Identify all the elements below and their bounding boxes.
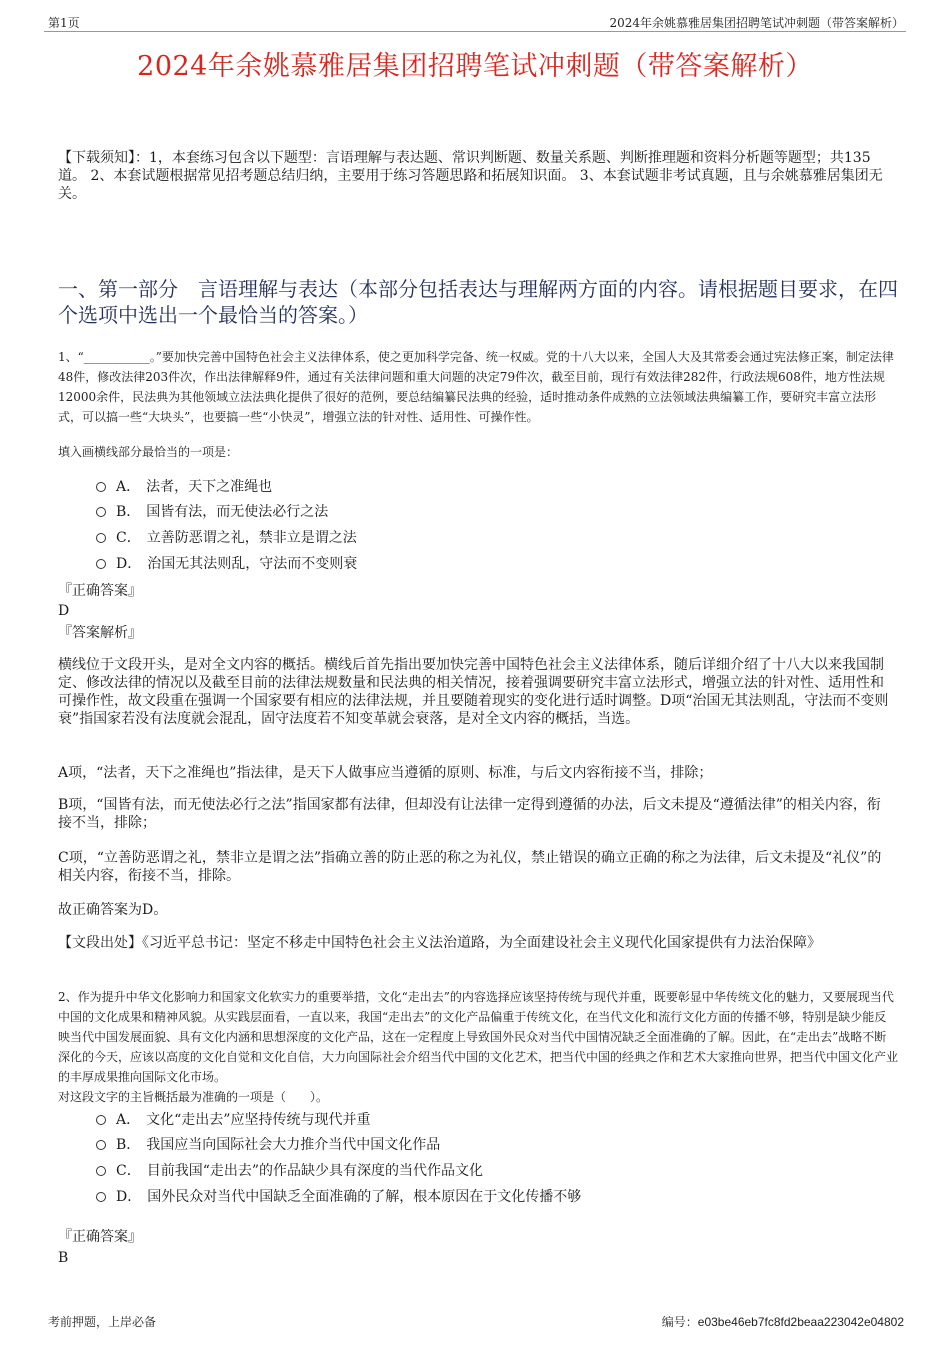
radio-icon[interactable] [96, 559, 106, 569]
q1-analysis-main: 横线位于文段开头，是对全文内容的概括。横线后首先指出要加快完善中国特色社会主义法律体系，随后详细介绍了十八大以来我国制定、修改法律的情况以及截至目前的法律法规数量和民法典的相关情况，接着强调要研究丰富立法形式，增强立法的针对性、适用性和可操作性，故文段重在强调一个国家要有相应的法律法规，并且要随着现实的变化进行适时调整。D项“治国无其法则乱，守法而不变则衰”指国家若没有法度就会混乱，固守法度若不知变革就会衰落，是对全文内容的概括，当选。 [58, 657, 889, 727]
radio-icon[interactable] [96, 1140, 106, 1150]
footer-code [662, 1313, 904, 1330]
q1-answer-label: 『正确答案』 [58, 583, 142, 599]
q1-stem: 1、“___________。”要加快完善中国特色社会主义法律体系，使之更加科学完备、统一权威。党的十八大以来，全国人大及其常委会通过宪法修正案，制定法律48件，修改法律203件次，作出法律解释9件，通过有关法律问题和重大问题的决定79件次，截至目前，现行有效法律282件，行政法规608件，地方性法规12000余件，民法典为其他领域立法法典化提供了很好的范例，要总结编纂民法典的经验，适时推动条件成熟的立法领域法典编纂工作，要研究丰富立法形式，可以搞一些“大块头”，也要搞一些“小快灵”，增强立法的针对性、适用性、可操作性。 [58, 350, 894, 424]
header-rule [44, 31, 906, 32]
q2-prompt: 对这段文字的主旨概括最为准确的一项是（ ）。 [58, 1090, 329, 1104]
q1-analysis-b: B项，“国皆有法，而无使法必行之法”指国家都有法律，但却没有让法律一定得到遵循的办法，后文未提及“遵循法律”的相关内容，衔接不当，排除； [58, 797, 881, 831]
q2-answer-label: 『正确答案』 [58, 1229, 142, 1245]
document-title: 2024年余姚慕雅居集团招聘笔试冲刺题（带答案解析） [137, 51, 813, 82]
radio-icon[interactable] [96, 1166, 106, 1176]
page-number: 第1页 [48, 16, 80, 30]
q1-analysis-label: 『答案解析』 [58, 625, 142, 641]
q1-conclusion: 故正确答案为D。 [58, 902, 168, 918]
q2-stem: 2、作为提升中华文化影响力和国家文化软实力的重要举措，文化“走出去”的内容选择应该坚持传统与现代并重，既要彰显中华传统文化的魅力，又要展现当代中国的文化成果和精神风貌。从实践层面看，一直以来，我国“走出去”的文化产品偏重于传统文化，在当代文化和流行文化方面的传播不够，特别是缺少能反映当代中国发展面貌、具有文化内涵和思想深度的文化产品，这在一定程度上导致国外民众对当代中国情况缺乏全面准确的了解。因此，在“走出去”战略不断深化的今天，应该以高度的文化自觉和文化自信，大力向国际社会介绍当代中国的文化艺术，把当代中国的经典之作和艺术大家推向世界，把当代中国文化产业的丰厚成果推向国际文化市场。 [58, 990, 899, 1084]
section-heading: 一、第一部分 言语理解与表达（本部分包括表达与理解两方面的内容。请根据题目要求，在四个选项中选出一个最恰当的答案。） [58, 277, 898, 327]
download-notice: 【下载须知】：1，本套练习包含以下题型：言语理解与表达题、常识判断题、数量关系题、判断推理题和资料分析题等题型；共135道。 2、本套试题根据常见招考题总结归纳，主要用于练习答题思路和拓展知识面。 3、本套试题非考试真题，且与余姚慕雅居集团无关。 [58, 150, 883, 202]
radio-icon[interactable] [96, 1115, 106, 1125]
footer-code-label: 编号： [661, 1315, 698, 1329]
q1-option-c[interactable]: C． 立善防恶谓之礼，禁非立是谓之法 [96, 529, 357, 547]
q1-prompt: 填入画横线部分最恰当的一项是： [58, 445, 239, 459]
q2-option-d[interactable]: D． 国外民众对当代中国缺乏全面准确的了解，根本原因在于文化传播不够 [96, 1188, 581, 1206]
q1-answer: D [58, 603, 70, 619]
radio-icon[interactable] [96, 507, 106, 517]
q1-option-a[interactable]: A． 法者，天下之准绳也 [96, 478, 272, 496]
footer-code-value: e03be46eb7fc8fd2beaa223042e04802 [697, 1315, 904, 1329]
radio-icon[interactable] [96, 1192, 106, 1202]
radio-icon[interactable] [96, 533, 106, 543]
header-doc-title: 2024年余姚慕雅居集团招聘笔试冲刺题（带答案解析） [609, 16, 904, 30]
q1-source: 【文段出处】《习近平总书记：坚定不移走中国特色社会主义法治道路，为全面建设社会主义现代化国家提供有力法治保障》 [58, 935, 821, 951]
q2-option-a[interactable]: A． 文化“走出去”应坚持传统与现代并重 [96, 1111, 370, 1129]
q2-answer: B [58, 1250, 69, 1266]
footer-slogan: 考前押题，上岸必备 [48, 1315, 157, 1329]
q1-option-d[interactable]: D． 治国无其法则乱，守法而不变则衰 [96, 555, 357, 573]
q1-analysis-a: A项，“法者，天下之准绳也”指法律，是天下人做事应当遵循的原则、标准，与后文内容衔接不当，排除； [58, 765, 713, 781]
q2-option-b[interactable]: B． 我国应当向国际社会大力推介当代中国文化作品 [96, 1136, 440, 1154]
q1-analysis-c: C项，“立善防恶谓之礼，禁非立是谓之法”指确立善的防止恶的称之为礼仪，禁止错误的确立正确的称之为法律，后文未提及“礼仪”的相关内容，衔接不当，排除。 [58, 850, 882, 884]
q1-option-b[interactable]: B． 国皆有法，而无使法必行之法 [96, 503, 328, 521]
radio-icon[interactable] [96, 482, 106, 492]
q2-option-c[interactable]: C． 目前我国“走出去”的作品缺少具有深度的当代作品文化 [96, 1162, 483, 1180]
